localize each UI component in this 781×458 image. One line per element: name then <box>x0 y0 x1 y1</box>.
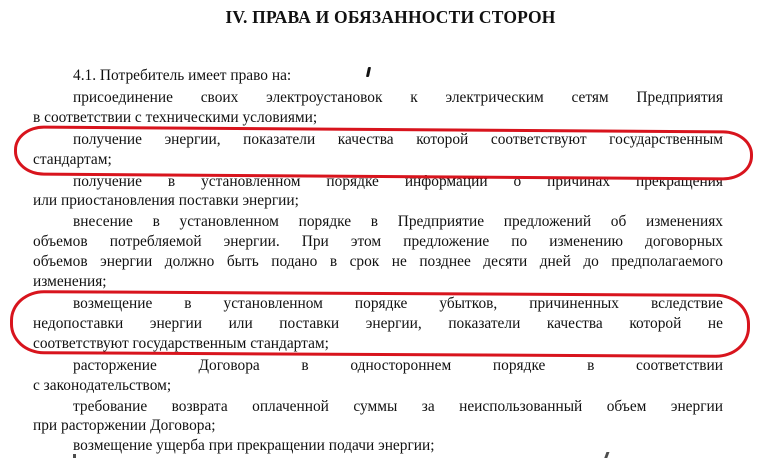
highlight-oval <box>14 125 753 180</box>
list-item-line: соответствуют государственным стандартам; <box>33 335 329 352</box>
list-item-line: требование возврата оплаченной суммы за неиспользованный объем энергии <box>73 398 723 415</box>
list-item-line: расторжение Договора в одностороннем порядке в соответствии <box>73 357 723 374</box>
list-item-line: объемов потребляемой энергии. При этом предложение по изменению договорных <box>33 233 723 250</box>
list-item-line: изменения; <box>33 273 107 290</box>
list-item-line: присоединение своих электроустановок к электрическим сетям Предприятия <box>73 89 723 106</box>
cut-off-text-fragment <box>73 454 76 458</box>
list-item-line: возмещение в установленном порядке убытков, причиненных вследствие <box>73 295 723 312</box>
section-heading: IV. ПРАВА И ОБЯЗАННОСТИ СТОРОН <box>225 7 556 27</box>
clause-intro: 4.1. Потребитель имеет право на: <box>73 67 292 84</box>
list-item-line: возмещение ущерба при прекращении подачи энергии; <box>73 437 435 454</box>
list-item-line: получение энергии, показатели качества которой соответствуют государственным <box>73 131 723 148</box>
list-item-line: объемов энергии должно быть подано в срок не позднее десяти дней до предполагаемого <box>33 253 723 270</box>
list-item-line: в соответствии с техническими условиями; <box>33 109 318 126</box>
list-item-line: недопоставки энергии или поставки энергии, показатели качества которой не <box>33 315 723 332</box>
highlight-oval <box>10 290 750 358</box>
list-item-line: с законодательством; <box>33 377 172 394</box>
list-item-line: или приостановления поставки энергии; <box>33 192 299 209</box>
list-item-line: при расторжении Договора; <box>33 417 216 434</box>
list-item-line: стандартам; <box>33 151 112 168</box>
list-item-line: получение в установленном порядке информации о причинах прекращения <box>73 173 723 190</box>
list-item-line: внесение в установленном порядке в Предприятие предложений об изменениях <box>73 213 723 230</box>
